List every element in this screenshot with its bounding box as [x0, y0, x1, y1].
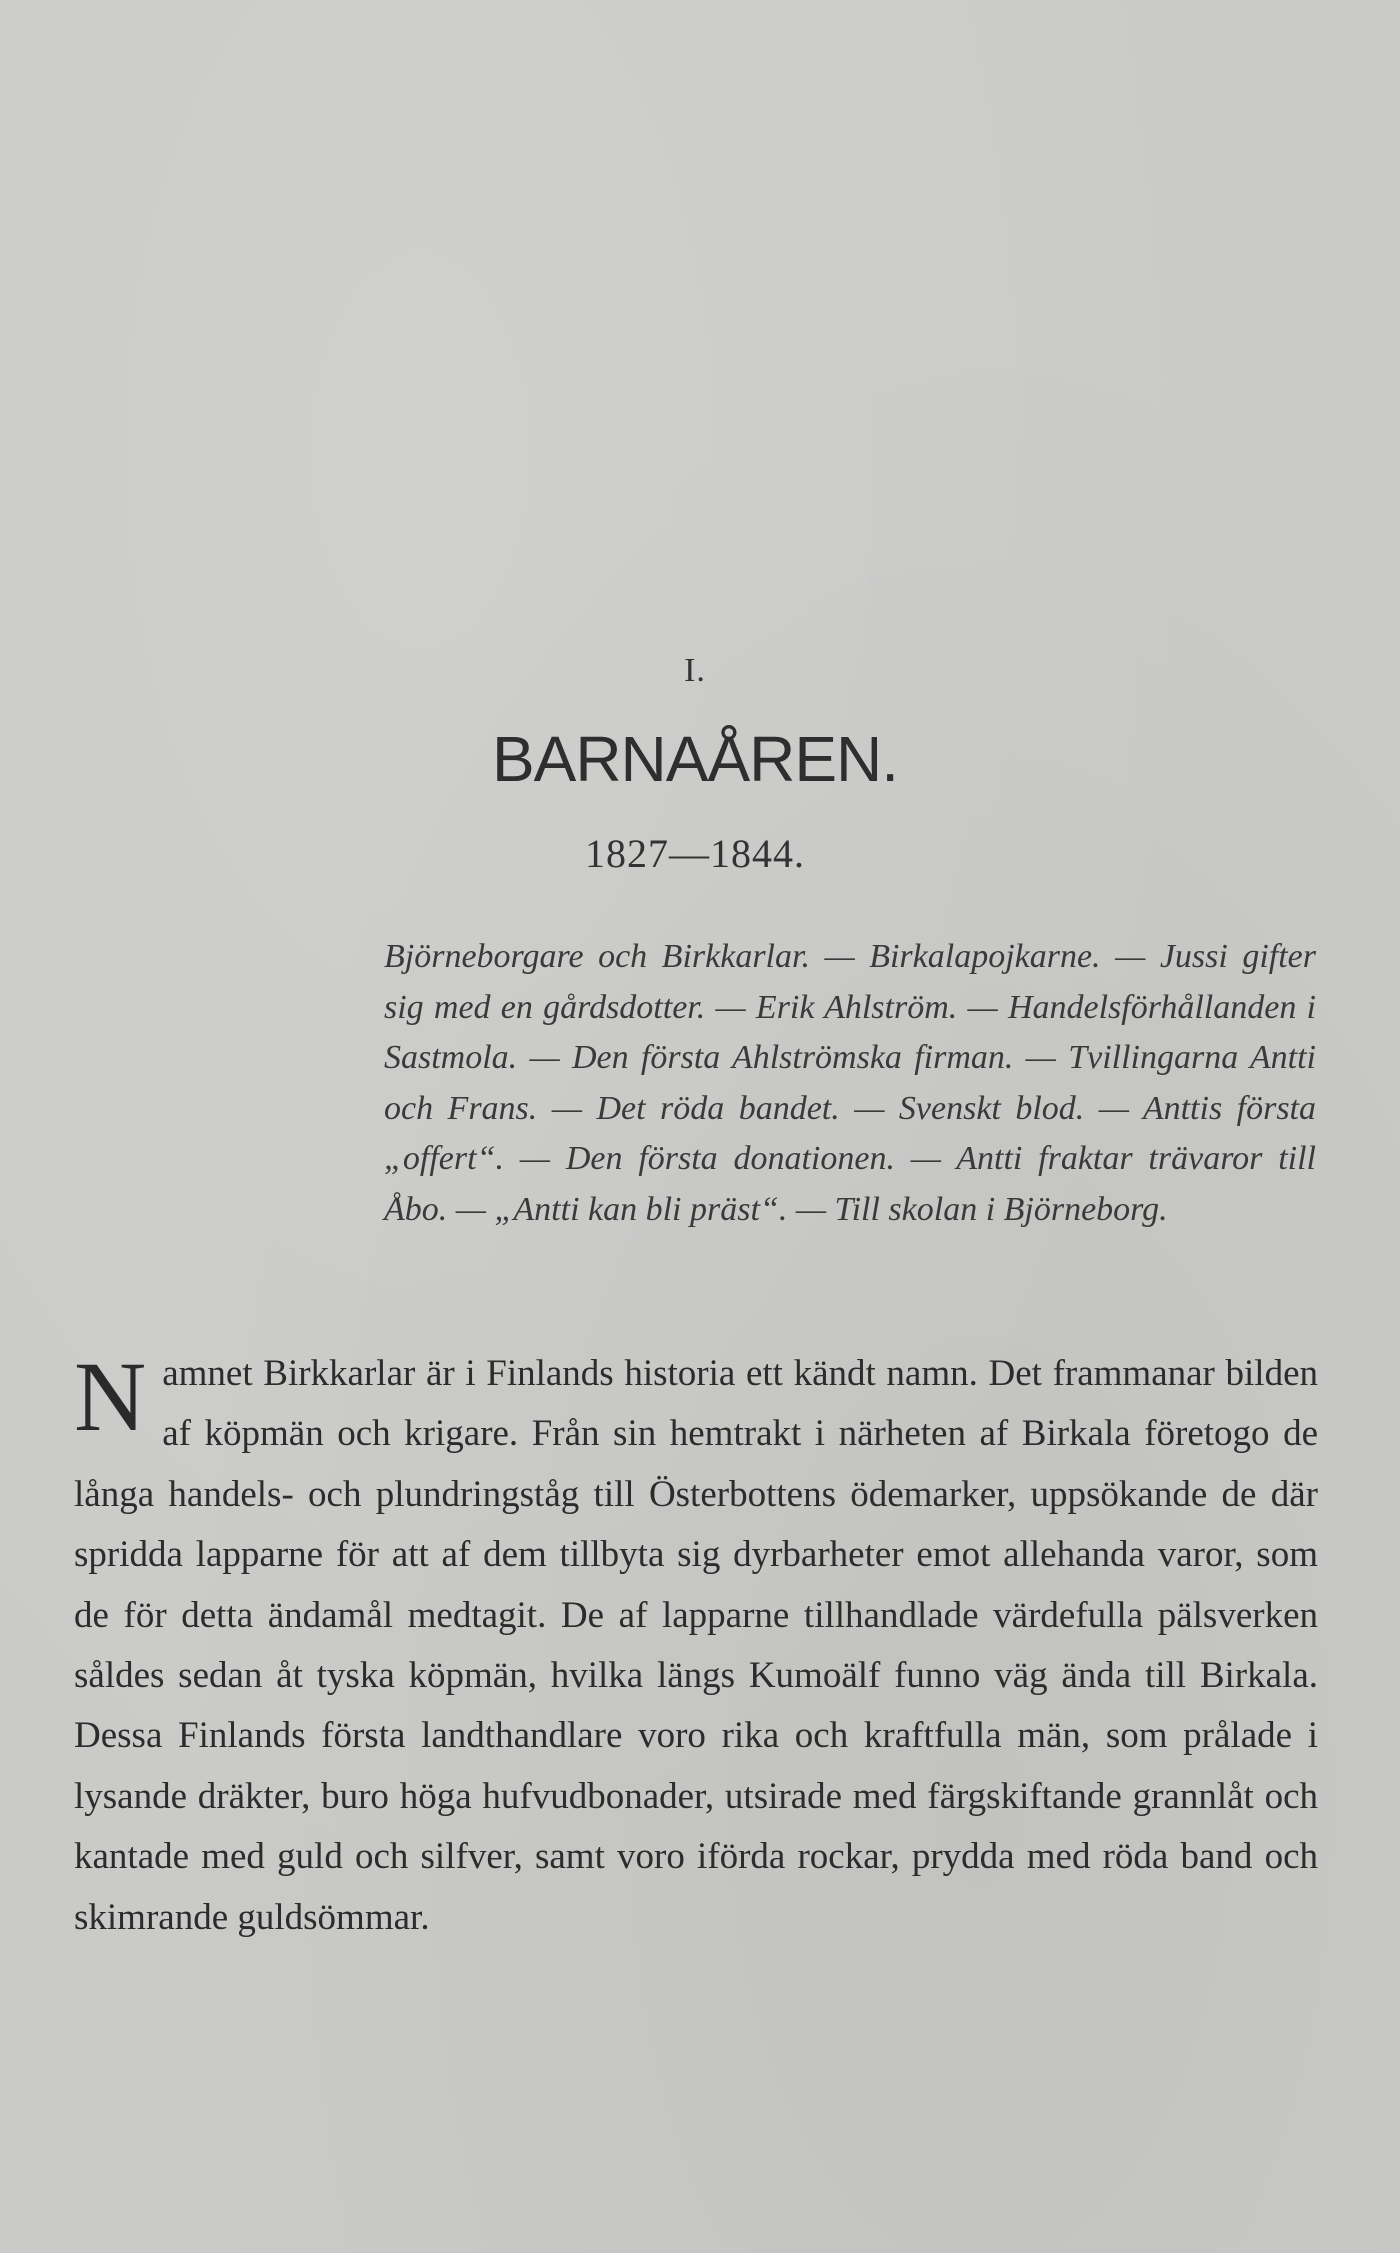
body-paragraph — [74, 1341, 1318, 1948]
chapter-title: BARNAÅREN. — [491, 723, 899, 795]
paragraph-text: amnet Birkkarlar är i Finlands historia ett kändt namn. Det frammanar bilden af köpmän och krigare. Från sin hemtrakt i närheten af Birkala företogo de långa handels- och plundringståg till Österbottens ödemarker, uppsökande de där spridda lapparne för att af dem tillbyta sig dyrbarheter emot allehanda varor, som de för detta ändamål medtagit. De af lapparne tillhandlade värdefulla pälsverken såldes sedan åt tyska köpmän, hvilka längs Kumoälf funno väg ända till Birkala. Dessa Finlands första landthandlare voro rika och kraftfulla män, som prålade i lysande dräkter, buro höga hufvudbonader, utsirade med färgskiftande grannlåt och kantade med guld och silfver, samt voro iförda rockar, prydda med röda band och skimrande guldsömmar. — [74, 1353, 1318, 1938]
chapter-number: I. — [684, 652, 706, 689]
chapter-synopsis: Björneborgare och Birkkarlar. — Birkalapojkarne. — Jussi gifter sig med en gårdsdotter. — Erik Ahlström. — Handelsförhållanden i Sastmola. — Den första Ahlströmska firman. — Tvillingarna Antti och Frans. — Det röda bandet. — Svenskt blod. — Anttis första „offert“. — Den första donationen. — Antti fraktar trävaror till Åbo. — „Antti kan bli präst“. — Till skolan i Björneborg. — [384, 938, 1316, 1228]
drop-cap: N — [74, 1341, 147, 1452]
chapter-years: 1827—1844. — [585, 831, 805, 876]
